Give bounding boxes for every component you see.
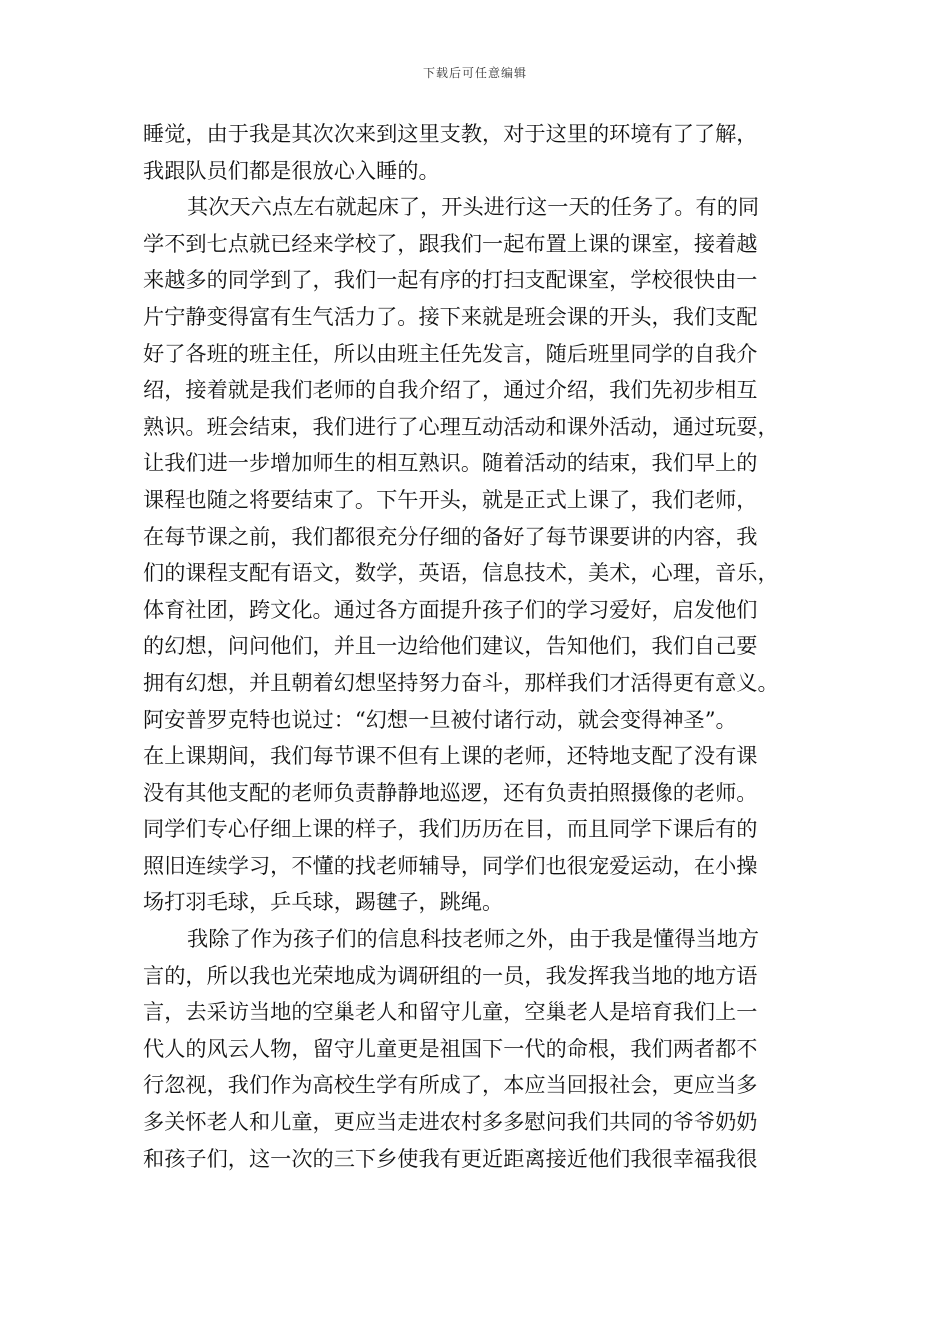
- text-line: 绍，接着就是我们老师的自我介绍了，通过介绍，我们先初步相互: [143, 377, 758, 403]
- text-line: 和孩子们，这一次的三下乡使我有更近距离接近他们我很幸福我很: [143, 1145, 758, 1171]
- paragraph: [143, 189, 807, 921]
- text-line: 同学们专心仔细上课的样子，我们历历在目，而且同学下课后有的: [143, 816, 758, 842]
- text-line: 熟识。班会结束，我们进行了心理互动活动和课外活动，通过玩耍，: [143, 413, 779, 439]
- text-line: 阿安普罗克特也说过：“幻想一旦被付诸行动，就会变得神圣”。: [143, 706, 737, 732]
- text-line: 代人的风云人物，留守儿童更是祖国下一代的命根，我们两者都不: [143, 1035, 758, 1061]
- text-line: 言，去采访当地的空巢老人和留守儿童，空巢老人是培育我们上一: [143, 999, 758, 1025]
- text-line: 片宁静变得富有生气活力了。接下来就是班会课的开头，我们支配: [143, 303, 758, 329]
- text-line: 在每节课之前，我们都很充分仔细的备好了每节课要讲的内容，我: [143, 523, 758, 549]
- text-line: 在上课期间，我们每节课不但有上课的老师，还特地支配了没有课: [143, 743, 758, 769]
- text-line: 来越多的同学到了，我们一起有序的打扫支配课室，学校很快由一: [143, 267, 758, 293]
- text-line: 没有其他支配的老师负责静静地巡逻，还有负责拍照摄像的老师。: [143, 779, 758, 805]
- text-line: 体育社团，跨文化。通过各方面提升孩子们的学习爱好，启发他们: [143, 596, 758, 622]
- text-line: 我跟队员们都是很放心入睡的。: [143, 157, 440, 183]
- text-line: 课程也随之将要结束了。下午开头，就是正式上课了，我们老师，: [143, 486, 758, 512]
- text-line: 学不到七点就已经来学校了，跟我们一起布置上课的课室，接着越: [143, 230, 758, 256]
- page-header: 下载后可任意编辑: [422, 66, 527, 80]
- paragraph: [143, 116, 807, 189]
- paragraph: [143, 921, 807, 1177]
- text-line: 睡觉，由于我是其次次来到这里支教，对于这里的环境有了了解，: [143, 121, 758, 146]
- text-line: 好了各班的班主任，所以由班主任先发言，随后班里同学的自我介: [143, 340, 758, 366]
- text-line: 拥有幻想，并且朝着幻想坚持努力奋斗，那样我们才活得更有意义。: [143, 669, 779, 695]
- text-line: 我除了作为孩子们的信息科技老师之外，由于我是懂得当地方: [187, 926, 760, 952]
- text-line: 让我们进一步增加师生的相互熟识。随着活动的结束，我们早上的: [143, 450, 758, 476]
- text-line: 其次天六点左右就起床了，开头进行这一天的任务了。有的同: [187, 194, 760, 220]
- text-line: 们的课程支配有语文，数学，英语，信息技术，美术，心理，音乐，: [143, 560, 779, 586]
- text-line: 的幻想，问问他们，并且一边给他们建议，告知他们，我们自己要: [143, 633, 758, 659]
- text-line: 场打羽毛球，乒乓球，踢毽子，跳绳。: [143, 889, 504, 915]
- text-line: 照旧连续学习，不懂的找老师辅导，同学们也很宠爱运动，在小操: [143, 852, 758, 878]
- document-body: [143, 116, 807, 1177]
- text-line: 言的，所以我也光荣地成为调研组的一员，我发挥我当地的地方语: [143, 962, 758, 988]
- text-line: 行忽视，我们作为高校生学有所成了，本应当回报社会，更应当多: [143, 1072, 758, 1098]
- text-line: 多关怀老人和儿童，更应当走进农村多多慰问我们共同的爷爷奶奶: [143, 1109, 758, 1135]
